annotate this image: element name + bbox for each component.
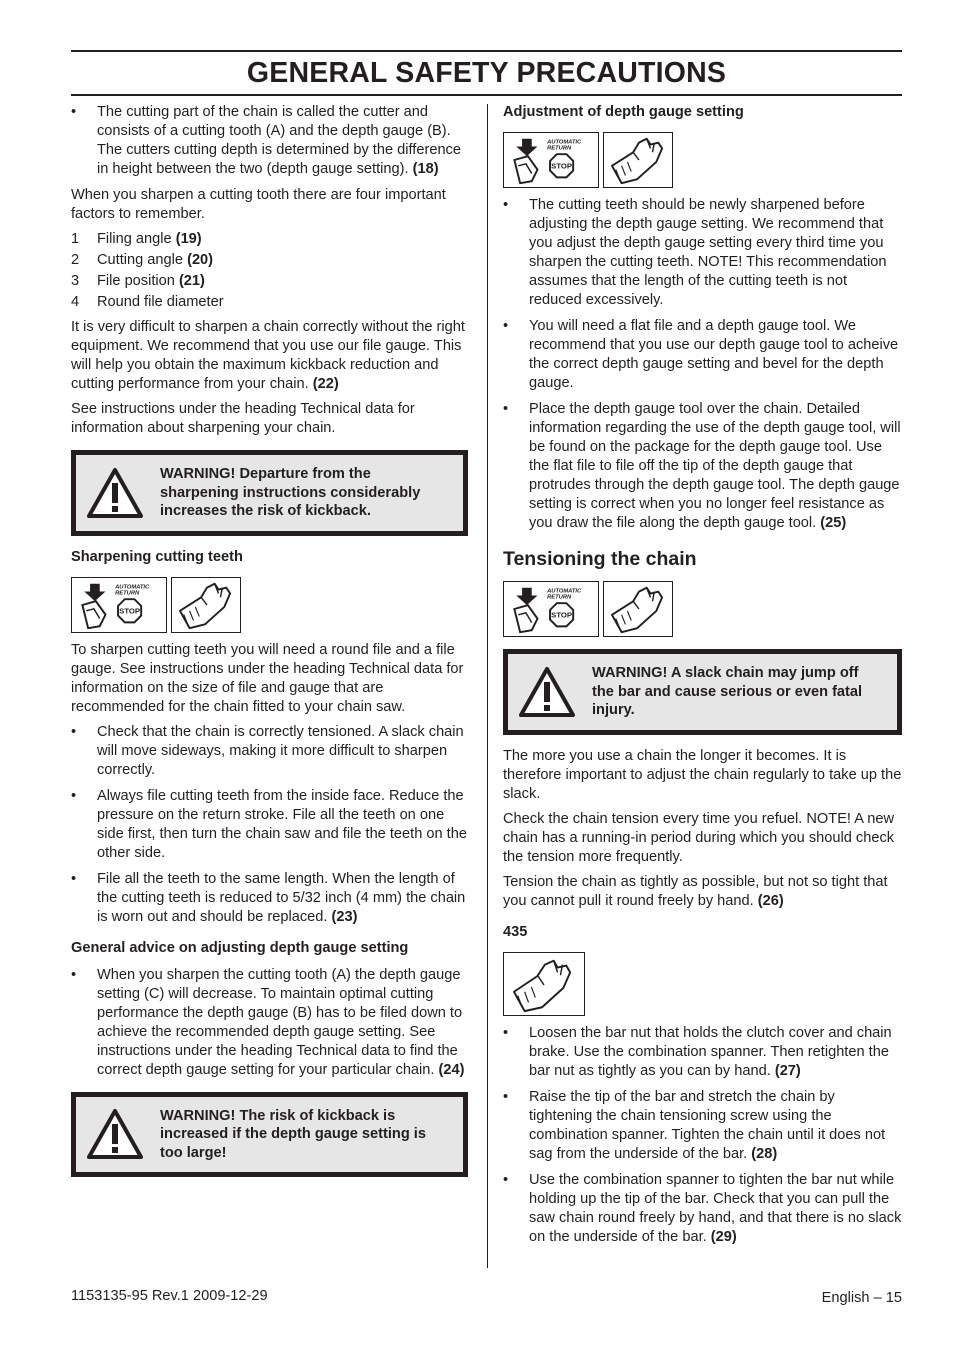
paragraph: See instructions under the heading Technical data for information about sharpening your chain. bbox=[71, 401, 415, 436]
model-label: 435 bbox=[503, 923, 528, 940]
factor-list bbox=[71, 230, 468, 312]
paragraph: To sharpen cutting teeth you will need a round file and a file gauge. See instructions under the heading Technical data for information on the size of file and gauge that are recommended for the chain fitted to your chain saw. bbox=[71, 641, 464, 715]
list-item: • Use the combination spanner to tighten the bar nut while holding up the tip of the bar. Check that you can pull the saw chain round freely by hand, and that there is no slack on the underside of the bar. (29) bbox=[503, 1171, 902, 1247]
protective-glove-icon bbox=[503, 952, 585, 1016]
chain-brake-stop-icon bbox=[503, 581, 599, 637]
chain-brake-stop-icon bbox=[503, 132, 599, 188]
list-item: 3 File position (21) bbox=[71, 273, 205, 289]
warning-triangle-icon bbox=[518, 666, 576, 718]
paragraph: It is very difficult to sharpen a chain correctly without the right equipment. We recommend that you use our file gauge. This will help you obtain the maximum kickback reduction and cutting performance from your chain. (22) bbox=[71, 319, 465, 392]
chain-brake-stop-icon bbox=[71, 577, 167, 633]
left-column bbox=[71, 103, 468, 1189]
column-divider bbox=[487, 104, 488, 1268]
svg-text:RETURN: RETURN bbox=[115, 589, 140, 596]
paragraph: When you sharpen a cutting tooth there are four important factors to remember. bbox=[71, 187, 446, 222]
protective-glove-icon bbox=[603, 132, 673, 188]
subheading: General advice on adjusting depth gauge setting bbox=[71, 939, 409, 956]
paragraph: The more you use a chain the longer it becomes. It is therefore important to adjust the chain regularly to take up the slack. bbox=[503, 747, 902, 802]
section-heading: Tensioning the chain bbox=[503, 548, 697, 570]
svg-text:RETURN: RETURN bbox=[547, 145, 572, 152]
list-item: • File all the teeth to the same length. When the length of the cutting teeth is reduced to 5/32 inch (4 mm) the chain is worn out and should be replaced. (23) bbox=[71, 870, 468, 927]
svg-text:AUTOMATIC: AUTOMATIC bbox=[547, 139, 582, 146]
protective-glove-icon bbox=[171, 577, 241, 633]
list-item: • The cutting part of the chain is called the cutter and consists of a cutting tooth (A) and the depth gauge (B). The cutters cutting depth is determined by the difference in height between the two (depth gauge setting). (18) bbox=[71, 103, 468, 179]
icon-row bbox=[503, 132, 902, 188]
list-item: • Loosen the bar nut that holds the clutch cover and chain brake. Use the combination spanner. Then retighten the bar nut as tightly as you can by hand. (27) bbox=[503, 1024, 902, 1081]
paragraph: Check the chain tension every time you refuel. NOTE! A new chain has a running-in period during which you should check the tension more frequently. bbox=[503, 810, 895, 865]
header-rule-bottom bbox=[71, 94, 902, 96]
warning-box: WARNING! The risk of kickback is increased if the depth gauge setting is too large! bbox=[71, 1092, 468, 1178]
list-item: • Always file cutting teeth from the inside face. Reduce the pressure on the return stroke. File all the teeth on one side first, then turn the chain saw and file the teeth on the other side. bbox=[71, 787, 468, 863]
svg-text:STOP: STOP bbox=[551, 161, 573, 171]
warning-triangle-icon bbox=[86, 1108, 144, 1160]
page-title: GENERAL SAFETY PRECAUTIONS bbox=[246, 57, 727, 89]
list-item: • When you sharpen the cutting tooth (A) the depth gauge setting (C) will decrease. To maintain optimal cutting performance the depth gauge (B) has to be filed down to achieve the recommended depth gauge setting. See instructions under the heading Technical data to find the correct depth gauge setting for your particular chain. (24) bbox=[71, 966, 468, 1080]
protective-glove-icon bbox=[603, 581, 673, 637]
right-column bbox=[503, 103, 902, 1254]
paragraph: Tension the chain as tightly as possible, but not so tight that you cannot pull it round freely by hand. (26) bbox=[503, 873, 888, 909]
list-item: • Place the depth gauge tool over the chain. Detailed information regarding the use of the depth gauge tool, will be found on the package for the depth gauge tool. Use the flat file to file off the tip of the depth gauge that protrudes through the depth gauge tool. The depth gauge setting is correct when you no longer feel resistance as you draw the file along the depth gauge tool. (25) bbox=[503, 400, 902, 533]
warning-triangle-icon bbox=[86, 467, 144, 519]
list-item: 1 Filing angle (19) bbox=[71, 231, 202, 247]
warning-box: WARNING! A slack chain may jump off the bar and cause serious or even fatal injury. bbox=[503, 649, 902, 735]
subheading: Adjustment of depth gauge setting bbox=[503, 104, 744, 120]
warning-box: WARNING! Departure from the sharpening instructions considerably increases the risk of kickback. bbox=[71, 450, 468, 536]
svg-text:AUTOMATIC: AUTOMATIC bbox=[115, 584, 150, 591]
list-item: • You will need a flat file and a depth gauge tool. We recommend that you use our depth gauge tool to acheive the correct depth gauge setting and bevel for the depth gauge. bbox=[503, 317, 902, 393]
icon-row bbox=[503, 581, 902, 637]
list-item: 2 Cutting angle (20) bbox=[71, 252, 214, 268]
svg-text:RETURN: RETURN bbox=[547, 594, 572, 601]
list-item: • Raise the tip of the bar and stretch the chain by tightening the chain tensioning screw using the combination spanner. Tighten the chain until it does not sag from the underside of the bar. (28) bbox=[503, 1088, 902, 1164]
svg-text:STOP: STOP bbox=[119, 606, 141, 616]
svg-text:STOP: STOP bbox=[551, 610, 573, 620]
list-item: 4 Round file diameter bbox=[71, 294, 224, 310]
list-item: • The cutting teeth should be newly sharpened before adjusting the depth gauge setting. We recommend that you adjust the depth gauge setting every third time you sharpen the cutting teeth. NOTE! This recommendation assumes that the length of the cutting teeth is not reduced excessively. bbox=[503, 196, 902, 310]
subheading: Sharpening cutting teeth bbox=[71, 548, 243, 565]
header-rule-top bbox=[71, 50, 902, 52]
icon-row bbox=[71, 577, 468, 633]
svg-text:AUTOMATIC: AUTOMATIC bbox=[547, 588, 582, 595]
list-item: • Check that the chain is correctly tensioned. A slack chain will move sideways, making it more difficult to sharpen correctly. bbox=[71, 723, 468, 780]
icon-row bbox=[503, 952, 902, 1016]
document-id: 1153135-95 Rev.1 2009-12-29 bbox=[71, 1288, 268, 1304]
page-number: English – 15 bbox=[821, 1290, 902, 1306]
